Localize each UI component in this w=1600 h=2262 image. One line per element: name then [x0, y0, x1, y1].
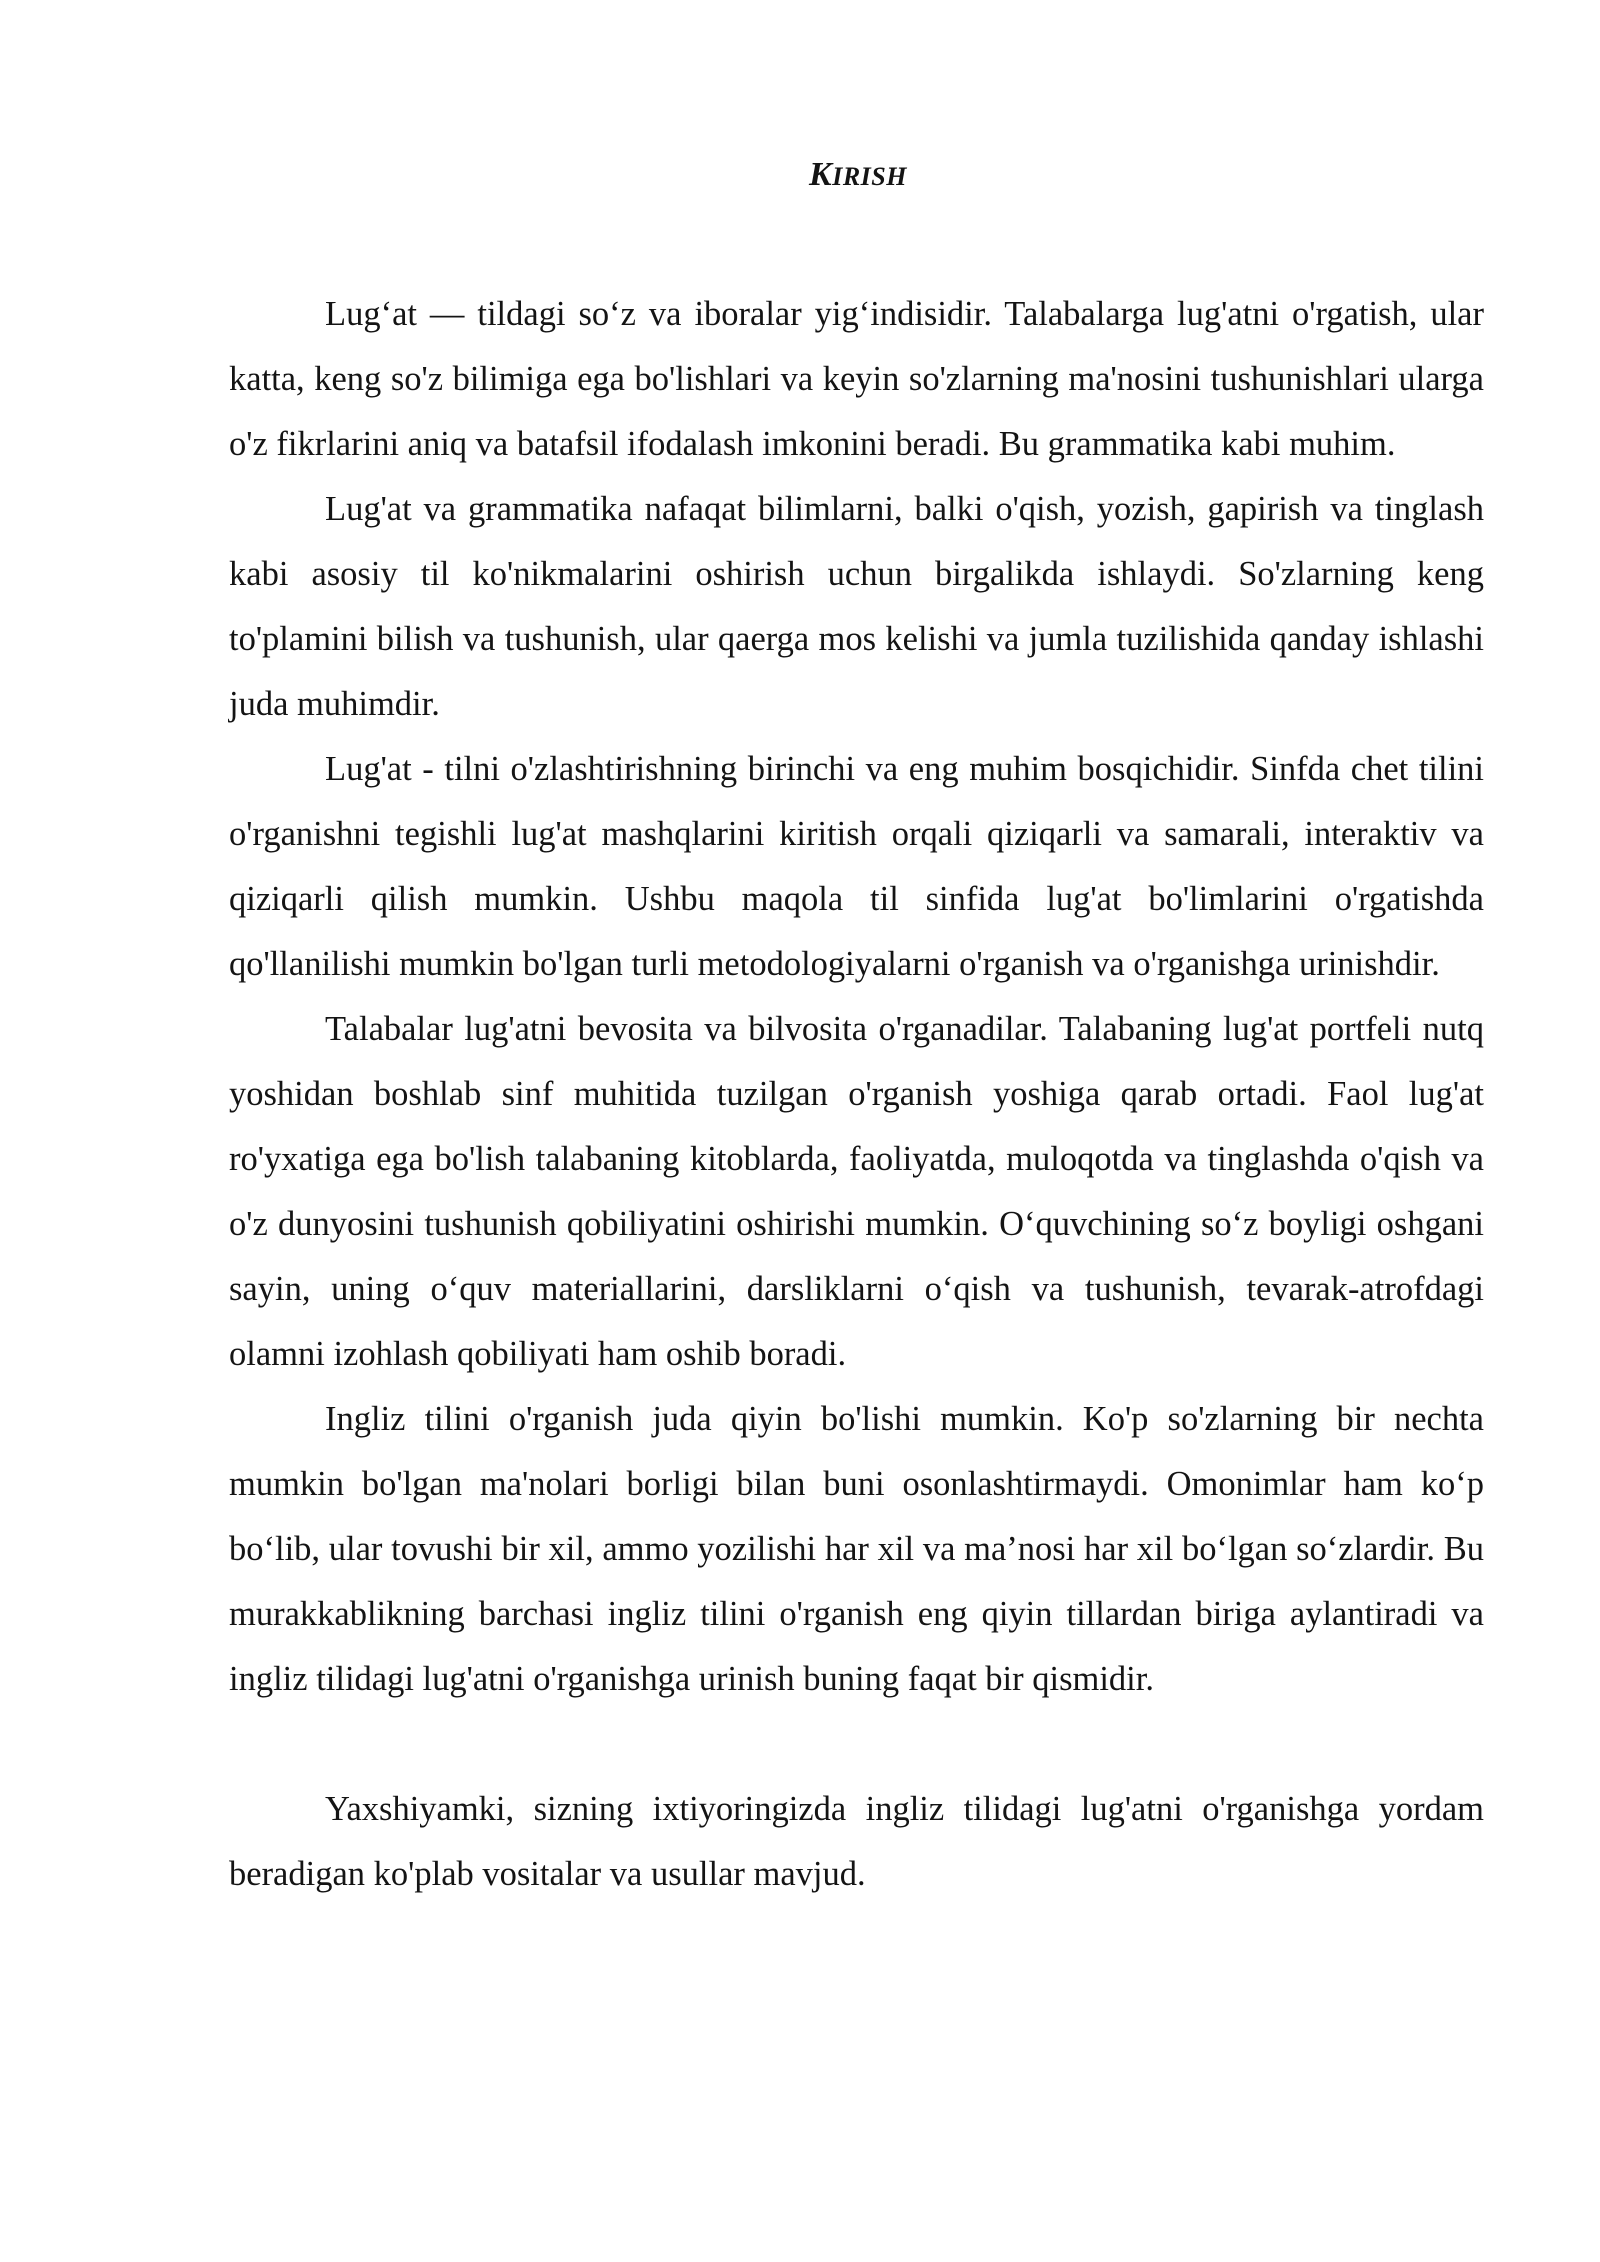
paragraph-5: Ingliz tilini o'rganish juda qiyin bo'lishi mumkin. Ko'p so'zlarning bir nechta mumkin bo'lgan ma'nolari borligi bilan buni osonlashtirmaydi. Omonimlar ham ko‘p bo‘lib, ular tovushi bir xil, ammo yozilishi har xil va ma’nosi har xil bo‘lgan so‘zlardir. Bu murakkablikning barchasi ingliz tilini o'rganish eng qiyin tillardan biriga aylantiradi va ingliz tilidagi lug'atni o'rganishga urinish buning faqat bir qismidir. — [229, 1400, 1484, 1698]
heading-first-letter: K — [809, 156, 833, 193]
body-text — [229, 282, 1484, 1907]
heading-rest: IRISH — [832, 162, 907, 191]
paragraph-3: Lug'at - tilni o'zlashtirishning birinchi va eng muhim bosqichidir. Sinfda chet tilini o'rganishni tegishli lug'at mashqlarini kiritish orqali qiziqarli va samarali, interaktiv va qiziqarli qilish mumkin. Ushbu maqola til sinfida lug'at bo'limlarini o'rgatishda qo'llanilishi mumkin bo'lgan turli metodologiyalarni o'rganish va o'rganishga urinishdir. — [229, 750, 1484, 983]
paragraph-6: Yaxshiyamki, sizning ixtiyoringizda ingliz tilidagi lug'atni o'rganishga yordam beradigan ko'plab vositalar va usullar mavjud. — [229, 1790, 1484, 1893]
section-heading — [0, 156, 1600, 194]
paragraph-1: Lug‘at — tildagi so‘z va iboralar yig‘indisidir. Talabalarga lug'atni o'rgatish, ular katta, keng so'z bilimiga ega bo'lishlari va keyin so'zlarning ma'nosini tushunishlari ularga o'z fikrlarini aniq va batafsil ifodalash imkonini beradi. Bu grammatika kabi muhim. — [229, 295, 1484, 463]
paragraph-2: Lug'at va grammatika nafaqat bilimlarni, balki o'qish, yozish, gapirish va tinglash kabi asosiy til ko'nikmalarini oshirish uchun birgalikda ishlaydi. So'zlarning keng to'plamini bilish va tushunish, ular qaerga mos kelishi va jumla tuzilishida qanday ishlashi juda muhimdir. — [229, 490, 1484, 723]
paragraph-4: Talabalar lug'atni bevosita va bilvosita o'rganadilar. Talabaning lug'at portfeli nutq yoshidan boshlab sinf muhitida tuzilgan o'rganish yoshiga qarab ortadi. Faol lug'at ro'yxatiga ega bo'lish talabaning kitoblarda, faoliyatda, muloqotda va tinglashda o'qish va o'z dunyosini tushunish qobiliyatini oshirishi mumkin. O‘quvchining so‘z boyligi oshgani sayin, uning o‘quv materiallarini, darsliklarni o‘qish va tushunish, tevarak-atrofdagi olamni izohlash qobiliyati ham oshib boradi. — [229, 1010, 1484, 1373]
paragraph-spacer — [229, 1712, 1484, 1777]
